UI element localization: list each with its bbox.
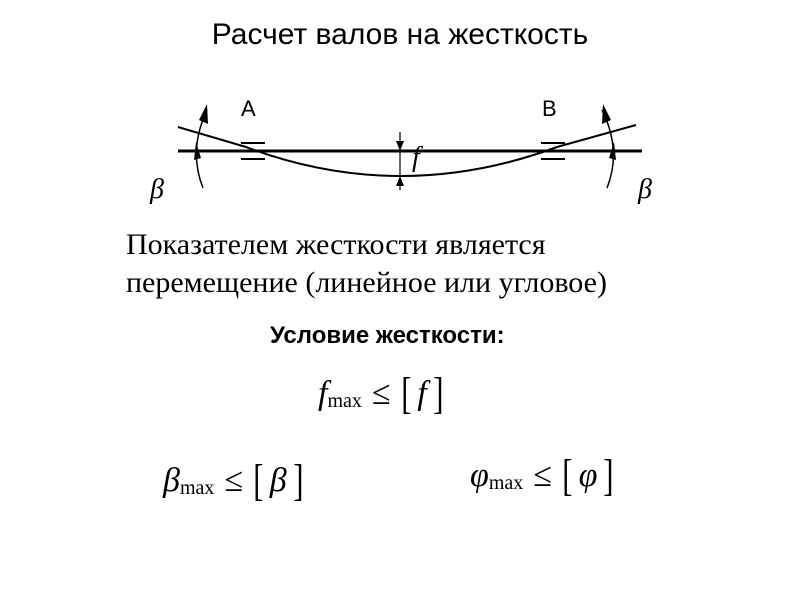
formula-f-relation: ≤ [371, 374, 391, 412]
formula-phi-symbol: φ [470, 456, 489, 494]
formula-f-symbol: f [318, 374, 328, 412]
formula-phi [470, 450, 616, 501]
formula-phi-right-bracket: ] [603, 451, 614, 500]
support-b-label: B [542, 96, 557, 121]
formula-phi-relation: ≤ [533, 456, 552, 494]
formula-beta-left-bracket: [ [253, 456, 264, 505]
formula-f-right-bracket: ] [432, 369, 444, 418]
formula-beta-right-bracket: ] [292, 456, 304, 505]
formula-beta-symbol: β [163, 461, 180, 499]
formula-beta-relation: ≤ [224, 461, 244, 499]
left-angle-arrow-top [199, 104, 208, 124]
formula-phi-limit: φ [578, 456, 598, 494]
description-line-2: перемещение (линейное или угловое) [126, 266, 607, 299]
formula-beta [163, 455, 305, 506]
formula-beta-limit: β [269, 461, 287, 499]
formula-phi-left-bracket: [ [562, 451, 573, 500]
formula-f-left-bracket: [ [400, 369, 412, 418]
formula-deflection [318, 368, 445, 419]
condition-heading: Условие жесткости: [270, 322, 505, 349]
formula-f-subscript: max [327, 390, 362, 412]
right-angle-arrow-top [602, 104, 611, 124]
formula-beta-subscript: max [179, 477, 215, 499]
deflection-label: f [412, 142, 420, 173]
support-a-label: A [241, 96, 256, 121]
formula-phi-subscript: max [488, 472, 524, 494]
right-angle-label: β [638, 174, 652, 205]
description-line-1: Показателем жесткости является [126, 228, 546, 261]
slide-title: Расчет валов на жесткость [211, 18, 589, 51]
left-angle-label: β [150, 174, 164, 205]
formula-f-limit: f [417, 374, 427, 412]
deflection-arrow-bottom [396, 176, 404, 186]
stiffness-description [126, 226, 607, 302]
